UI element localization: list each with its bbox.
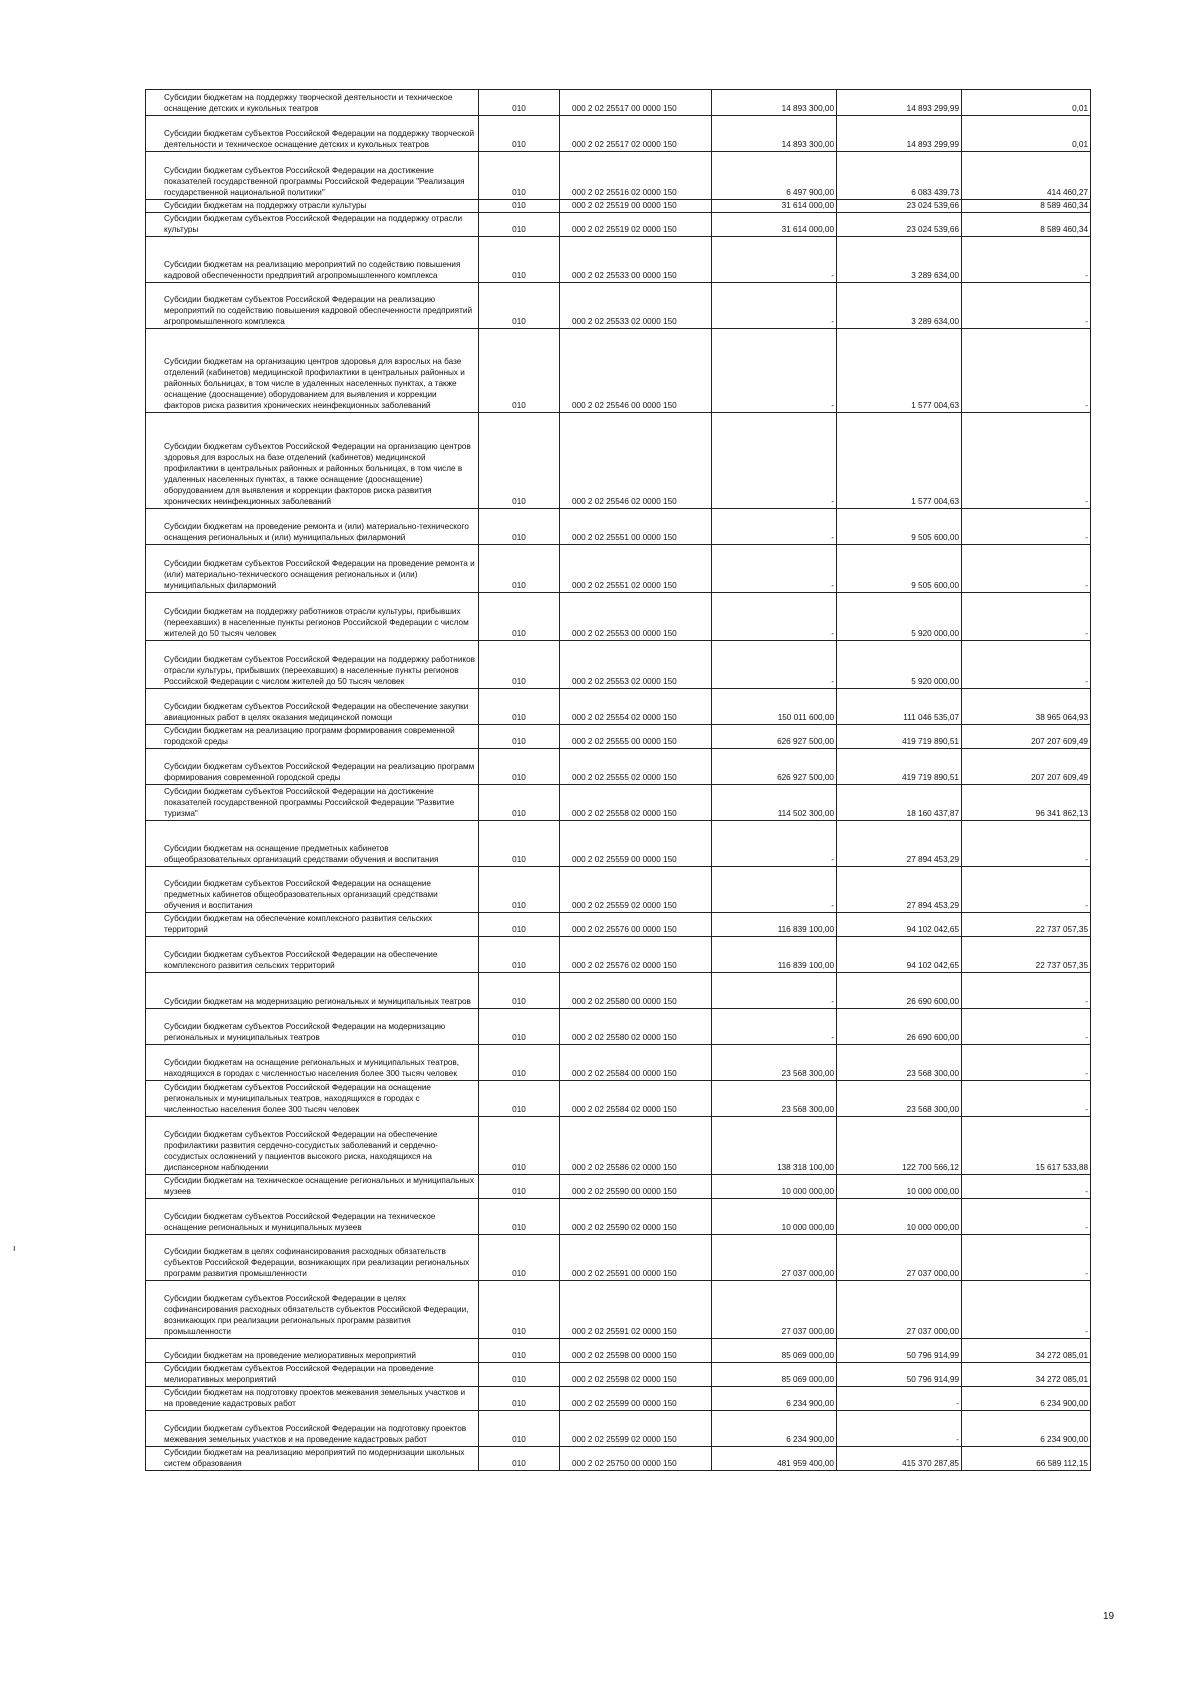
cell-approved: 27 037 000,00 — [712, 1281, 837, 1339]
cell-executed: 111 046 535,07 — [837, 689, 962, 725]
cell-kbk: 000 2 02 25519 02 0000 150 — [560, 213, 712, 237]
table-row — [146, 821, 1091, 867]
cell-code: 010 — [479, 1117, 560, 1175]
cell-name: Субсидии бюджетам субъектов Российской Федерации на поддержку работников отрасли культуры, прибывших (переехавших) в населенные пункты регионов Российской Федерации с числом жителей до 50 тысяч человек — [146, 641, 479, 689]
cell-approved: 10 000 000,00 — [712, 1199, 837, 1235]
cell-executed: 27 894 453,29 — [837, 867, 962, 913]
cell-executed: 10 000 000,00 — [837, 1175, 962, 1199]
cell-executed: 1 577 004,63 — [837, 413, 962, 509]
cell-approved: 150 011 600,00 — [712, 689, 837, 725]
cell-executed: 415 370 287,85 — [837, 1447, 962, 1471]
cell-approved: 481 959 400,00 — [712, 1447, 837, 1471]
cell-name: Субсидии бюджетам субъектов Российской Федерации на поддержку творческой деятельности и техническое оснащение детских и кукольных театров — [146, 116, 479, 152]
cell-name: Субсидии бюджетам на организацию центров здоровья для взрослых на базе отделений (кабинетов) медицинской профилактики в центральных районных и районных больницах, в том числе в удаленных населенных пунктах, а также оснащение (дооснащение) оборудованием для выявления и коррекции факторов риска развития хронических неинфекционных заболеваний — [146, 329, 479, 413]
cell-name: Субсидии бюджетам на оснащение региональных и муниципальных театров, находящихся в городах с численностью населения более 300 тысяч человек — [146, 1045, 479, 1081]
cell-kbk: 000 2 02 25591 00 0000 150 — [560, 1235, 712, 1281]
cell-kbk: 000 2 02 25580 02 0000 150 — [560, 1009, 712, 1045]
cell-remainder: - — [962, 413, 1091, 509]
cell-executed: 14 893 299,99 — [837, 90, 962, 116]
cell-code: 010 — [479, 725, 560, 749]
cell-remainder: 66 589 112,15 — [962, 1447, 1091, 1471]
cell-remainder: - — [962, 1235, 1091, 1281]
cell-remainder: 0,01 — [962, 90, 1091, 116]
cell-code: 010 — [479, 1175, 560, 1199]
table-row — [146, 1235, 1091, 1281]
cell-kbk: 000 2 02 25546 00 0000 150 — [560, 329, 712, 413]
cell-executed: 23 568 300,00 — [837, 1081, 962, 1117]
cell-executed: 94 102 042,65 — [837, 937, 962, 973]
cell-kbk: 000 2 02 25750 00 0000 150 — [560, 1447, 712, 1471]
cell-code: 010 — [479, 509, 560, 545]
cell-name: Субсидии бюджетам на поддержку работников отрасли культуры, прибывших (переехавших) в населенные пункты регионов Российской Федерации с числом жителей до 50 тысяч человек — [146, 593, 479, 641]
table-row — [146, 725, 1091, 749]
cell-remainder: 22 737 057,35 — [962, 913, 1091, 937]
cell-name: Субсидии бюджетам субъектов Российской Федерации на достижение показателей государственной программы Российской Федерации "Реализация государственной национальной политики" — [146, 152, 479, 200]
cell-remainder: - — [962, 1045, 1091, 1081]
table-row — [146, 641, 1091, 689]
cell-remainder: 8 589 460,34 — [962, 213, 1091, 237]
cell-code: 010 — [479, 152, 560, 200]
cell-code: 010 — [479, 1363, 560, 1387]
cell-executed: 122 700 566,12 — [837, 1117, 962, 1175]
cell-name: Субсидии бюджетам на проведение мелиоративных мероприятий — [146, 1339, 479, 1363]
cell-name: Субсидии бюджетам субъектов Российской Федерации на обеспечение комплексного развития сельских территорий — [146, 937, 479, 973]
cell-code: 010 — [479, 641, 560, 689]
cell-kbk: 000 2 02 25546 02 0000 150 — [560, 413, 712, 509]
table-row — [146, 1199, 1091, 1235]
table-row — [146, 509, 1091, 545]
cell-approved: - — [712, 973, 837, 1009]
cell-name: Субсидии бюджетам субъектов Российской Федерации на проведение ремонта и (или) материально-технического оснащения региональных и (или) муниципальных филармоний — [146, 545, 479, 593]
cell-approved: 27 037 000,00 — [712, 1235, 837, 1281]
cell-executed: 10 000 000,00 — [837, 1199, 962, 1235]
cell-remainder: - — [962, 641, 1091, 689]
table-row — [146, 413, 1091, 509]
table-row — [146, 749, 1091, 785]
table-row — [146, 1339, 1091, 1363]
cell-code: 010 — [479, 413, 560, 509]
budget-table — [145, 89, 1091, 1471]
cell-name: Субсидии бюджетам субъектов Российской Федерации на организацию центров здоровья для взрослых на базе отделений (кабинетов) медицинской профилактики в центральных районных и районных больницах, в том числе в удаленных населенных пунктах, а также оснащение (дооснащение) оборудованием для выявления и коррекции факторов риска развития хронических неинфекционных заболеваний — [146, 413, 479, 509]
cell-code: 010 — [479, 973, 560, 1009]
cell-code: 010 — [479, 1199, 560, 1235]
cell-approved: 23 568 300,00 — [712, 1045, 837, 1081]
cell-executed: 5 920 000,00 — [837, 641, 962, 689]
cell-executed: 50 796 914,99 — [837, 1339, 962, 1363]
cell-executed: 23 024 539,66 — [837, 200, 962, 213]
cell-approved: 116 839 100,00 — [712, 913, 837, 937]
cell-executed: 5 920 000,00 — [837, 593, 962, 641]
cell-kbk: 000 2 02 25516 02 0000 150 — [560, 152, 712, 200]
cell-remainder: - — [962, 973, 1091, 1009]
cell-remainder: 22 737 057,35 — [962, 937, 1091, 973]
table-row — [146, 973, 1091, 1009]
cell-kbk: 000 2 02 25533 00 0000 150 — [560, 237, 712, 283]
cell-name: Субсидии бюджетам на поддержку творческой деятельности и техническое оснащение детских и кукольных театров — [146, 90, 479, 116]
cell-approved: 116 839 100,00 — [712, 937, 837, 973]
cell-code: 010 — [479, 1045, 560, 1081]
cell-code: 010 — [479, 689, 560, 725]
cell-remainder: 8 589 460,34 — [962, 200, 1091, 213]
cell-name: Субсидии бюджетам на техническое оснащение региональных и муниципальных музеев — [146, 1175, 479, 1199]
cell-approved: 31 614 000,00 — [712, 200, 837, 213]
cell-executed: 27 037 000,00 — [837, 1281, 962, 1339]
cell-code: 010 — [479, 1411, 560, 1447]
cell-name: Субсидии бюджетам субъектов Российской Федерации на проведение мелиоративных мероприятий — [146, 1363, 479, 1387]
cell-name: Субсидии бюджетам субъектов Российской Федерации на реализацию мероприятий по содействию повышения кадровой обеспеченности предприятий агропромышленного комплекса — [146, 283, 479, 329]
cell-remainder: - — [962, 1081, 1091, 1117]
cell-executed: 27 894 453,29 — [837, 821, 962, 867]
cell-code: 010 — [479, 545, 560, 593]
cell-name: Субсидии бюджетам на модернизацию региональных и муниципальных театров — [146, 973, 479, 1009]
cell-approved: 10 000 000,00 — [712, 1175, 837, 1199]
cell-remainder: - — [962, 509, 1091, 545]
cell-name: Субсидии бюджетам на реализацию мероприятий по модернизации школьных систем образования — [146, 1447, 479, 1471]
table-row — [146, 283, 1091, 329]
cell-name: Субсидии бюджетам субъектов Российской Федерации на техническое оснащение региональных и муниципальных музеев — [146, 1199, 479, 1235]
cell-executed: 23 024 539,66 — [837, 213, 962, 237]
cell-remainder: - — [962, 283, 1091, 329]
cell-code: 010 — [479, 785, 560, 821]
cell-name: Субсидии бюджетам субъектов Российской Федерации на поддержку отрасли культуры — [146, 213, 479, 237]
cell-approved: 85 069 000,00 — [712, 1363, 837, 1387]
cell-code: 010 — [479, 1235, 560, 1281]
table-row — [146, 913, 1091, 937]
cell-code: 010 — [479, 1281, 560, 1339]
cell-kbk: 000 2 02 25586 02 0000 150 — [560, 1117, 712, 1175]
cell-approved: - — [712, 545, 837, 593]
table-row — [146, 1175, 1091, 1199]
cell-approved: 6 497 900,00 — [712, 152, 837, 200]
cell-kbk: 000 2 02 25599 02 0000 150 — [560, 1411, 712, 1447]
budget-table-body — [146, 90, 1091, 1471]
margin-mark: ı — [13, 1243, 16, 1253]
cell-kbk: 000 2 02 25551 00 0000 150 — [560, 509, 712, 545]
cell-name: Субсидии бюджетам на подготовку проектов межевания земельных участков и на проведение кадастровых работ — [146, 1387, 479, 1411]
cell-remainder: - — [962, 867, 1091, 913]
cell-approved: 626 927 500,00 — [712, 749, 837, 785]
cell-name: Субсидии бюджетам на оснащение предметных кабинетов общеобразовательных организаций средствами обучения и воспитания — [146, 821, 479, 867]
cell-remainder: - — [962, 1199, 1091, 1235]
cell-code: 010 — [479, 821, 560, 867]
cell-kbk: 000 2 02 25584 02 0000 150 — [560, 1081, 712, 1117]
table-row — [146, 116, 1091, 152]
cell-remainder: 207 207 609,49 — [962, 749, 1091, 785]
cell-approved: - — [712, 329, 837, 413]
table-row — [146, 90, 1091, 116]
cell-executed: 94 102 042,65 — [837, 913, 962, 937]
cell-kbk: 000 2 02 25558 02 0000 150 — [560, 785, 712, 821]
cell-remainder: - — [962, 1009, 1091, 1045]
table-row — [146, 593, 1091, 641]
cell-name: Субсидии бюджетам субъектов Российской Федерации на реализацию программ формирования современной городской среды — [146, 749, 479, 785]
table-row — [146, 237, 1091, 283]
cell-remainder: 15 617 533,88 — [962, 1117, 1091, 1175]
cell-approved: - — [712, 1009, 837, 1045]
cell-name: Субсидии бюджетам субъектов Российской Федерации на оснащение региональных и муниципальных театров, находящихся в городах с численностью населения более 300 тысяч человек — [146, 1081, 479, 1117]
cell-kbk: 000 2 02 25517 02 0000 150 — [560, 116, 712, 152]
cell-executed: 9 505 600,00 — [837, 509, 962, 545]
cell-executed: 26 690 600,00 — [837, 1009, 962, 1045]
cell-approved: - — [712, 867, 837, 913]
cell-kbk: 000 2 02 25598 00 0000 150 — [560, 1339, 712, 1363]
cell-approved: - — [712, 593, 837, 641]
cell-code: 010 — [479, 1447, 560, 1471]
cell-code: 010 — [479, 937, 560, 973]
cell-executed: - — [837, 1411, 962, 1447]
cell-kbk: 000 2 02 25553 00 0000 150 — [560, 593, 712, 641]
cell-name: Субсидии бюджетам субъектов Российской Федерации на обеспечение профилактики развития сердечно-сосудистых заболеваний и сердечно-сосудистых осложнений у пациентов высокого риска, находящихся на диспансерном наблюдении — [146, 1117, 479, 1175]
table-row — [146, 152, 1091, 200]
cell-kbk: 000 2 02 25559 02 0000 150 — [560, 867, 712, 913]
cell-executed: 23 568 300,00 — [837, 1045, 962, 1081]
cell-kbk: 000 2 02 25517 00 0000 150 — [560, 90, 712, 116]
cell-code: 010 — [479, 200, 560, 213]
cell-code: 010 — [479, 1081, 560, 1117]
table-row — [146, 1411, 1091, 1447]
cell-kbk: 000 2 02 25584 00 0000 150 — [560, 1045, 712, 1081]
table-row — [146, 937, 1091, 973]
cell-kbk: 000 2 02 25555 00 0000 150 — [560, 725, 712, 749]
cell-kbk: 000 2 02 25598 02 0000 150 — [560, 1363, 712, 1387]
cell-name: Субсидии бюджетам субъектов Российской Федерации на модернизацию региональных и муниципальных театров — [146, 1009, 479, 1045]
cell-kbk: 000 2 02 25590 00 0000 150 — [560, 1175, 712, 1199]
cell-remainder: 207 207 609,49 — [962, 725, 1091, 749]
cell-approved: 626 927 500,00 — [712, 725, 837, 749]
cell-code: 010 — [479, 1009, 560, 1045]
cell-remainder: - — [962, 237, 1091, 283]
cell-code: 010 — [479, 593, 560, 641]
cell-approved: 31 614 000,00 — [712, 213, 837, 237]
cell-kbk: 000 2 02 25533 02 0000 150 — [560, 283, 712, 329]
table-row — [146, 1009, 1091, 1045]
table-row — [146, 1363, 1091, 1387]
cell-kbk: 000 2 02 25590 02 0000 150 — [560, 1199, 712, 1235]
cell-remainder: 0,01 — [962, 116, 1091, 152]
cell-approved: 14 893 300,00 — [712, 90, 837, 116]
cell-kbk: 000 2 02 25554 02 0000 150 — [560, 689, 712, 725]
cell-approved: - — [712, 821, 837, 867]
cell-remainder: - — [962, 545, 1091, 593]
cell-approved: 138 318 100,00 — [712, 1117, 837, 1175]
cell-kbk: 000 2 02 25559 00 0000 150 — [560, 821, 712, 867]
cell-remainder: 414 460,27 — [962, 152, 1091, 200]
table-row — [146, 785, 1091, 821]
cell-remainder: - — [962, 329, 1091, 413]
cell-code: 010 — [479, 213, 560, 237]
cell-name: Субсидии бюджетам на реализацию программ формирования современной городской среды — [146, 725, 479, 749]
cell-approved: - — [712, 237, 837, 283]
cell-remainder: 38 965 064,93 — [962, 689, 1091, 725]
cell-code: 010 — [479, 90, 560, 116]
cell-kbk: 000 2 02 25576 02 0000 150 — [560, 937, 712, 973]
cell-remainder: - — [962, 593, 1091, 641]
cell-executed: 27 037 000,00 — [837, 1235, 962, 1281]
cell-remainder: 96 341 862,13 — [962, 785, 1091, 821]
cell-remainder: 34 272 085,01 — [962, 1363, 1091, 1387]
cell-executed: 419 719 890,51 — [837, 725, 962, 749]
cell-code: 010 — [479, 329, 560, 413]
cell-kbk: 000 2 02 25591 02 0000 150 — [560, 1281, 712, 1339]
page-number: 19 — [1103, 1611, 1115, 1622]
cell-kbk: 000 2 02 25576 00 0000 150 — [560, 913, 712, 937]
cell-name: Субсидии бюджетам на проведение ремонта и (или) материально-технического оснащения региональных и (или) муниципальных филармоний — [146, 509, 479, 545]
cell-approved: 114 502 300,00 — [712, 785, 837, 821]
cell-executed: 18 160 437,87 — [837, 785, 962, 821]
cell-kbk: 000 2 02 25555 02 0000 150 — [560, 749, 712, 785]
cell-code: 010 — [479, 867, 560, 913]
cell-name: Субсидии бюджетам на поддержку отрасли культуры — [146, 200, 479, 213]
cell-approved: - — [712, 413, 837, 509]
cell-executed: 1 577 004,63 — [837, 329, 962, 413]
cell-executed: 419 719 890,51 — [837, 749, 962, 785]
cell-kbk: 000 2 02 25519 00 0000 150 — [560, 200, 712, 213]
cell-executed: 26 690 600,00 — [837, 973, 962, 1009]
cell-kbk: 000 2 02 25599 00 0000 150 — [560, 1387, 712, 1411]
cell-name: Субсидии бюджетам на обеспечение комплексного развития сельских территорий — [146, 913, 479, 937]
table-row — [146, 200, 1091, 213]
cell-code: 010 — [479, 116, 560, 152]
table-row — [146, 1045, 1091, 1081]
cell-code: 010 — [479, 749, 560, 785]
cell-code: 010 — [479, 283, 560, 329]
cell-kbk: 000 2 02 25580 00 0000 150 — [560, 973, 712, 1009]
cell-approved: 6 234 900,00 — [712, 1411, 837, 1447]
table-row — [146, 329, 1091, 413]
cell-approved: - — [712, 283, 837, 329]
table-row — [146, 1447, 1091, 1471]
cell-executed: 9 505 600,00 — [837, 545, 962, 593]
table-row — [146, 1081, 1091, 1117]
cell-approved: 6 234 900,00 — [712, 1387, 837, 1411]
cell-executed: 3 289 634,00 — [837, 237, 962, 283]
table-row — [146, 867, 1091, 913]
table-row — [146, 1281, 1091, 1339]
cell-executed: - — [837, 1387, 962, 1411]
cell-kbk: 000 2 02 25551 02 0000 150 — [560, 545, 712, 593]
cell-approved: - — [712, 509, 837, 545]
cell-remainder: - — [962, 1281, 1091, 1339]
cell-name: Субсидии бюджетам субъектов Российской Федерации в целях софинансирования расходных обязательств субъектов Российской Федерации, возникающих при реализации региональных программ развития промышленности — [146, 1281, 479, 1339]
table-row — [146, 689, 1091, 725]
cell-approved: - — [712, 641, 837, 689]
cell-name: Субсидии бюджетам субъектов Российской Федерации на подготовку проектов межевания земельных участков и на проведение кадастровых работ — [146, 1411, 479, 1447]
cell-name: Субсидии бюджетам субъектов Российской Федерации на оснащение предметных кабинетов общеобразовательных организаций средствами обучения и воспитания — [146, 867, 479, 913]
cell-name: Субсидии бюджетам субъектов Российской Федерации на достижение показателей государственной программы Российской Федерации "Развитие туризма" — [146, 785, 479, 821]
cell-approved: 23 568 300,00 — [712, 1081, 837, 1117]
cell-kbk: 000 2 02 25553 02 0000 150 — [560, 641, 712, 689]
table-row — [146, 1387, 1091, 1411]
cell-executed: 6 083 439,73 — [837, 152, 962, 200]
cell-remainder: - — [962, 821, 1091, 867]
table-row — [146, 545, 1091, 593]
table-row — [146, 213, 1091, 237]
cell-name: Субсидии бюджетам на реализацию мероприятий по содействию повышения кадровой обеспеченности предприятий агропромышленного комплекса — [146, 237, 479, 283]
cell-code: 010 — [479, 913, 560, 937]
cell-executed: 3 289 634,00 — [837, 283, 962, 329]
cell-name: Субсидии бюджетам субъектов Российской Федерации на обеспечение закупки авиационных работ в целях оказания медицинской помощи — [146, 689, 479, 725]
table-row — [146, 1117, 1091, 1175]
cell-remainder: - — [962, 1175, 1091, 1199]
cell-name: Субсидии бюджетам в целях софинансирования расходных обязательств субъектов Российской Федерации, возникающих при реализации региональных программ развития промышленности — [146, 1235, 479, 1281]
cell-code: 010 — [479, 237, 560, 283]
cell-code: 010 — [479, 1339, 560, 1363]
cell-approved: 85 069 000,00 — [712, 1339, 837, 1363]
cell-approved: 14 893 300,00 — [712, 116, 837, 152]
cell-executed: 50 796 914,99 — [837, 1363, 962, 1387]
cell-remainder: 6 234 900,00 — [962, 1387, 1091, 1411]
cell-remainder: 34 272 085,01 — [962, 1339, 1091, 1363]
cell-code: 010 — [479, 1387, 560, 1411]
cell-executed: 14 893 299,99 — [837, 116, 962, 152]
cell-remainder: 6 234 900,00 — [962, 1411, 1091, 1447]
